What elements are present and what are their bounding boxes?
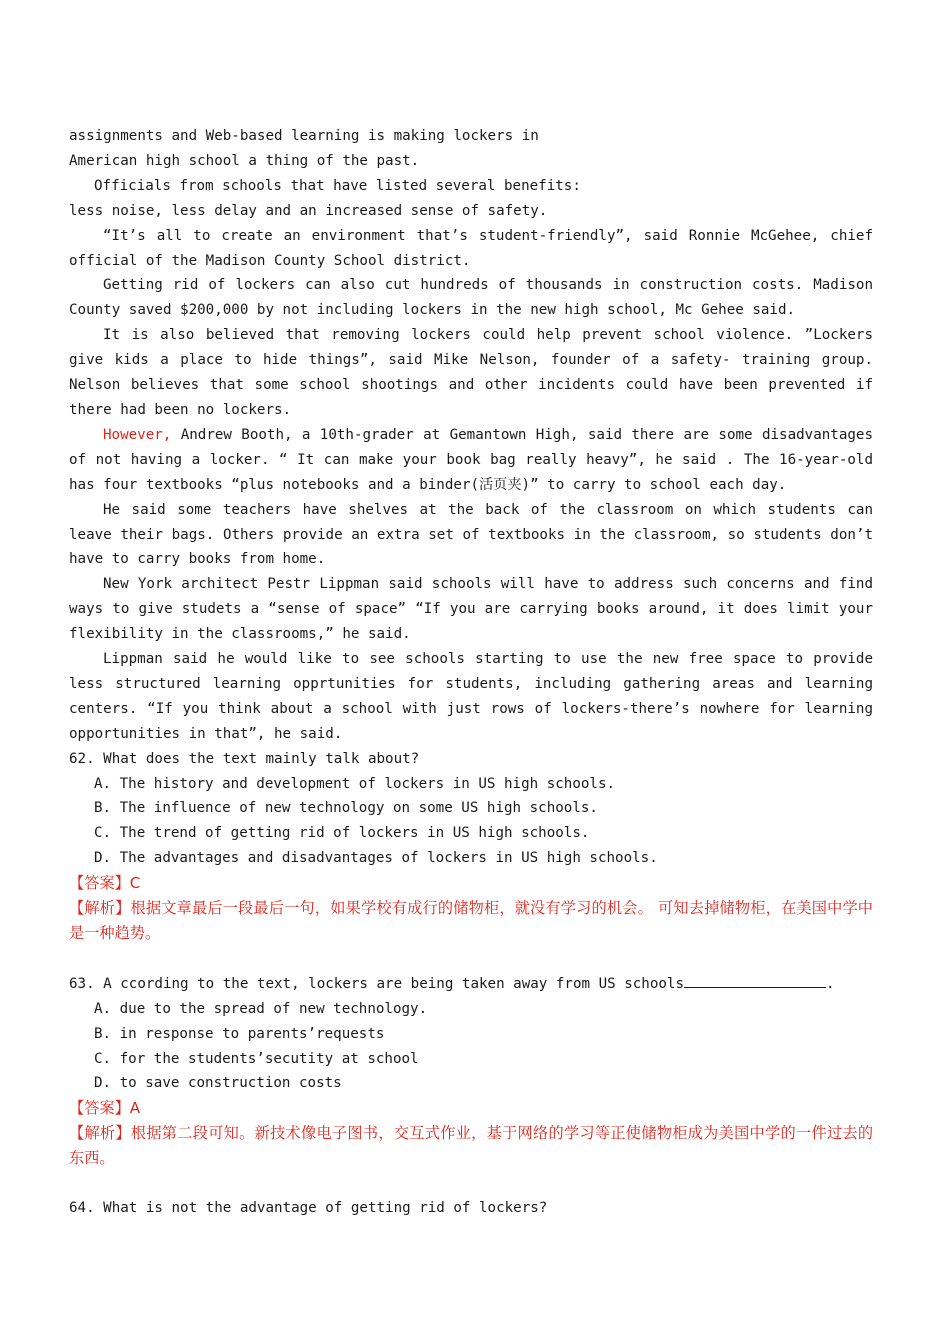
question-stem: 62. What does the text mainly talk about? bbox=[69, 750, 420, 767]
document-page bbox=[69, 124, 873, 1221]
answer-option: D. to save construction costs bbox=[94, 1075, 342, 1092]
answer-option: C. The trend of getting rid of lockers in US high schools. bbox=[94, 825, 590, 842]
question-stem-end: . bbox=[826, 975, 835, 992]
spacer bbox=[69, 946, 873, 971]
paragraph: New York architect Pestr Lippman said schools will have to address such concerns and find ways to give studets a “sense of space” “If you are carrying books around, it does limit your flexibility in the classrooms,” he said. bbox=[69, 576, 873, 643]
answer-option: C. for the students’secutity at school bbox=[94, 1050, 419, 1067]
paragraph: Getting rid of lockers can also cut hundreds of thousands in construction costs. Madison County saved $200,000 by not including lockers in the new high school, Mc Gehee said. bbox=[69, 277, 873, 319]
passage-line: assignments and Web-based learning is making lockers in bbox=[69, 128, 539, 144]
answer-blank bbox=[684, 971, 826, 988]
question-stem bbox=[69, 971, 873, 997]
passage-line: Officials from schools that have listed several benefits: bbox=[94, 177, 581, 194]
paragraph bbox=[69, 423, 873, 498]
passage-line: American high school a thing of the past. bbox=[69, 152, 420, 169]
answer-option: B. in response to parents’requests bbox=[94, 1025, 385, 1042]
paragraph: It is also believed that removing lockers could help prevent school violence. ”Lockers give kids a place to hide things”, said Mike Nelson, founder of a safety- training group. Nelson believes that some school shootings and other incidents could have been prevented if there had been no lockers. bbox=[69, 327, 873, 418]
paragraph-text: Andrew Booth, a 10th-grader at Gemantown High, said there are some disadvantages of not having a locker. “ It can make your book bag really heavy”, he said . The 16-year-old has four textbooks “plus notebooks and a binder(活页夹)” to carry to school each day. bbox=[69, 426, 873, 493]
answer-analysis: 【解析】根据第二段可知。新技术像电子图书，交互式作业，基于网络的学习等正使储物柜成为美国中学的一件过去的东西。 bbox=[69, 1124, 873, 1168]
highlighted-word: However, bbox=[103, 426, 172, 443]
paragraph: He said some teachers have shelves at the back of the classroom on which students can leave their bags. Others provide an extra set of textbooks in the classroom, so students don’t have to carry books from home. bbox=[69, 501, 873, 568]
paragraph: “It’s all to create an environment that’s student-friendly”, said Ronnie McGehee, chief official of the Madison County School district. bbox=[69, 227, 873, 269]
answer-option: D. The advantages and disadvantages of lockers in US high schools. bbox=[94, 850, 658, 867]
passage-line: less noise, less delay and an increased sense of safety. bbox=[69, 202, 548, 219]
question-stem-text: 63. A ccording to the text, lockers are being taken away from US schools bbox=[69, 975, 684, 992]
question-stem: 64. What is not the advantage of getting rid of lockers? bbox=[69, 1199, 548, 1216]
answer-analysis: 【解析】根据文章最后一段最后一句，如果学校有成行的储物柜，就没有学习的机会。 可知去掉储物柜，在美国中学中是一种趋势。 bbox=[69, 899, 873, 942]
spacer bbox=[69, 1171, 873, 1196]
answer-option: A. The history and development of lockers in US high schools. bbox=[94, 775, 616, 792]
answer-key: 【答案】C bbox=[69, 874, 141, 893]
answer-key: 【答案】A bbox=[69, 1099, 141, 1118]
answer-option: A. due to the spread of new technology. bbox=[94, 1000, 428, 1017]
paragraph: Lippman said he would like to see schools starting to use the new free space to provide less structured learning opprtunities for students, including gathering areas and learning centers. “If you think about a school with just rows of lockers-there’s nowhere for learning opportunities in that”, he said. bbox=[69, 651, 873, 742]
answer-option: B. The influence of new technology on some US high schools. bbox=[94, 800, 598, 817]
